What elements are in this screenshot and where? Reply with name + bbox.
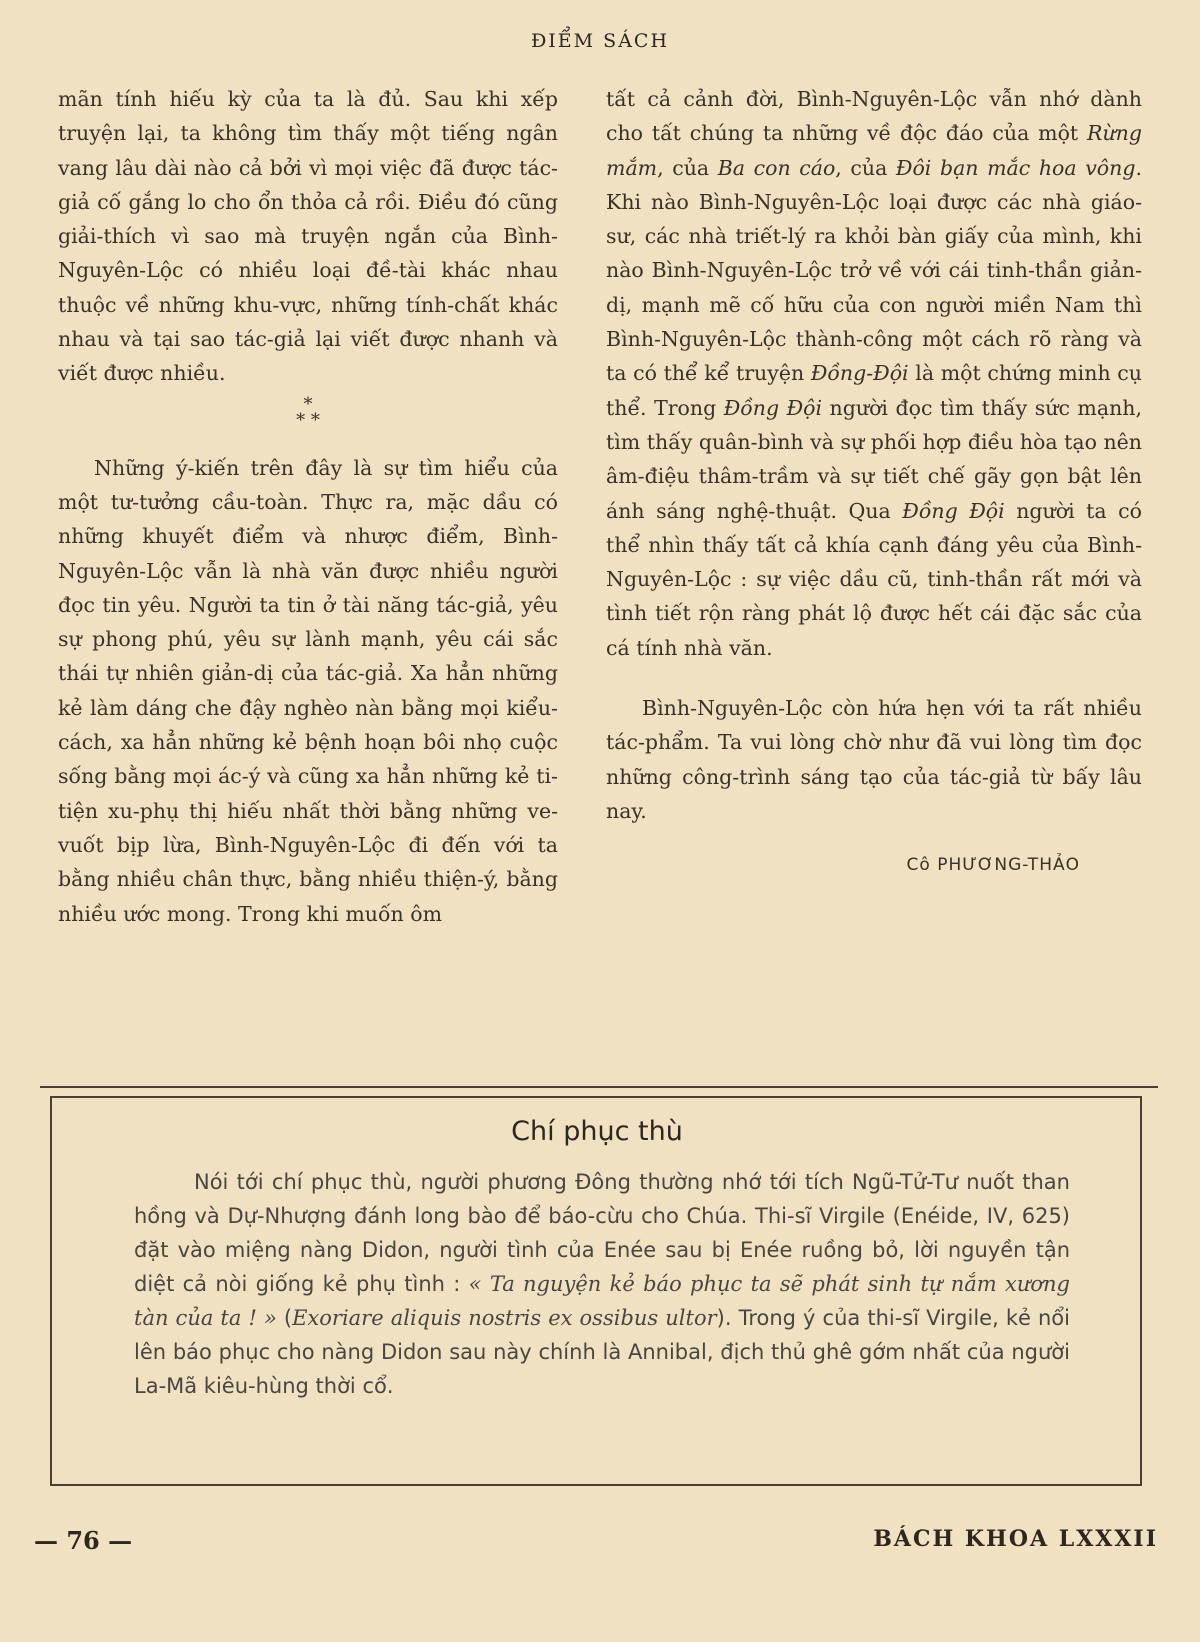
text-run: , của <box>835 155 896 180</box>
work-title: Đồng-Đội <box>810 361 909 386</box>
text-run: ( <box>276 1306 293 1330</box>
text-run: Nói tới chí phục thù, người phương Đông thường nhớ tới tích Ngũ-Tử-Tư nuốt than hồng và Dự-Nhượng đánh long bào để báo-cừu cho Chúa. Thi-sĩ Virgile (Enéide, IV, 625) đặt vào miệng nàng Didon, người tình của Enée sau bị Enée ruồng bỏ, lời nguyền tận diệt cả nòi giống kẻ phụ tình : <box>134 1170 1070 1296</box>
text-run: người ta có thể nhìn thấy tất cả khía cạnh đáng yêu của Bình-Nguyên-Lộc : sự việc dầu cũ, tinh-thần rất mới và tình tiết rộn ràng phát lộ được hết cái đặc sắc của cá tính nhà văn. <box>606 498 1143 660</box>
divider-rule <box>40 1086 1158 1088</box>
latin-quote: Exoriare aliquis nostris ex ossibus ultor <box>292 1306 717 1330</box>
sidebar-box <box>50 1096 1142 1486</box>
box-body <box>134 1165 1070 1403</box>
work-title: Đồng Đội <box>723 395 823 420</box>
text-run: , của <box>657 155 718 180</box>
publication-name: BÁCH KHOA LXXXII <box>873 1526 1158 1552</box>
left-paragraph-2: Những ý-kiến trên đây là sự tìm hiểu của một tư-tưởng cầu-toàn. Thực ra, mặc dầu có những khuyết điểm và nhược điểm, Bình-Nguyên-Lộc vẫn là nhà văn được nhiều người đọc tin yêu. Người ta tin ở tài năng tác-giả, yêu sự phong phú, yêu sự lành mạnh, yêu cái sắc thái tự nhiên giản-dị của tác-giả. Xa hẳn những kẻ làm dáng che đậy nghèo nàn bằng mọi kiểu-cách, xa hẳn những kẻ bệnh hoạn bôi nhọ cuộc sống bằng mọi ác-ý và cũng xa hẳn những kẻ ti-tiện xu-phụ thị hiếu nhất thời bằng những ve-vuốt bịp lừa, Bình-Nguyên-Lộc đi đến với ta bằng nhiều chân thực, bằng nhiều thiện-ý, bằng nhiều ước mong. Trong khi muốn ôm <box>58 455 558 926</box>
separator-bottom: * * <box>296 409 320 431</box>
right-column <box>606 82 1142 883</box>
quote: « Ta nguyện kẻ báo phục ta sẽ phát sinh tự nắm xương tàn của ta ! » <box>134 1272 1070 1330</box>
right-paragraph-1 <box>606 82 1142 665</box>
box-title: Chí phục thù <box>511 1116 683 1147</box>
text-run: . Khi nào Bình-Nguyên-Lộc loại được các nhà giáo-sư, các nhà triết-lý ra khỏi bàn giấy của mình, khi nào Bình-Nguyên-Lộc trở về với cái tinh-thần giản-dị, mạnh mẽ cố hữu của con người miền Nam thì Bình-Nguyên-Lộc thành-công một cách rõ ràng và ta có thể kể truyện <box>606 155 1142 386</box>
author-signature: Cô PHƯƠNG-THẢO <box>906 855 1080 876</box>
running-header: ĐIỂM SÁCH <box>530 30 670 52</box>
separator-top: * <box>303 393 313 415</box>
left-paragraph-1: mãn tính hiếu kỳ của ta là đủ. Sau khi xếp truyện lại, ta không tìm thấy một tiếng ngân vang lâu dài nào cả bởi vì mọi việc đã được tác-giả cố gắng lo cho ổn thỏa cả rồi. Điều đó cũng giải-thích vì sao mà truyện ngắn của Bình-Nguyên-Lộc có nhiều loại đề-tài khác nhau thuộc về những khu-vực, những tính-chất khác nhau và tại sao tác-giả lại viết được nhanh và viết được nhiều. <box>58 87 558 386</box>
work-title: Đôi bạn mắc hoa vông <box>895 155 1136 180</box>
page-number: — 76 — <box>34 1526 133 1555</box>
text-run: người đọc tìm thấy sức mạnh, tìm thấy quân-bình và sự phối hợp điều hòa tạo nên âm-điệu thâm-trầm và sự tiết chế gãy gọn bật lên ánh sáng nghệ-thuật. Qua <box>606 395 1143 523</box>
work-title: Rừng mắm <box>606 121 1142 180</box>
text-run: tất cả cảnh đời, Bình-Nguyên-Lộc vẫn nhớ dành cho tất chúng ta những về độc đáo của một <box>606 87 1142 146</box>
right-paragraph-2: Bình-Nguyên-Lộc còn hứa hẹn với ta rất nhiều tác-phẩm. Ta vui lòng chờ như đã vui lòng tìm đọc những công-trình sáng tạo của tác-giả từ bấy lâu nay. <box>606 696 1142 823</box>
work-title: Đồng Đội <box>902 498 1005 523</box>
section-separator <box>58 393 558 431</box>
text-run: là một chứng minh cụ thể. Trong <box>606 361 1142 420</box>
left-column <box>58 82 558 931</box>
text-run: ). Trong ý của thi-sĩ Virgile, kẻ nổi lên báo phục cho nàng Didon sau này chính là Annibal, địch thủ ghê gớm nhất của người La-Mã kiêu-hùng thời cổ. <box>134 1306 1070 1398</box>
work-title: Ba con cáo <box>717 155 836 180</box>
